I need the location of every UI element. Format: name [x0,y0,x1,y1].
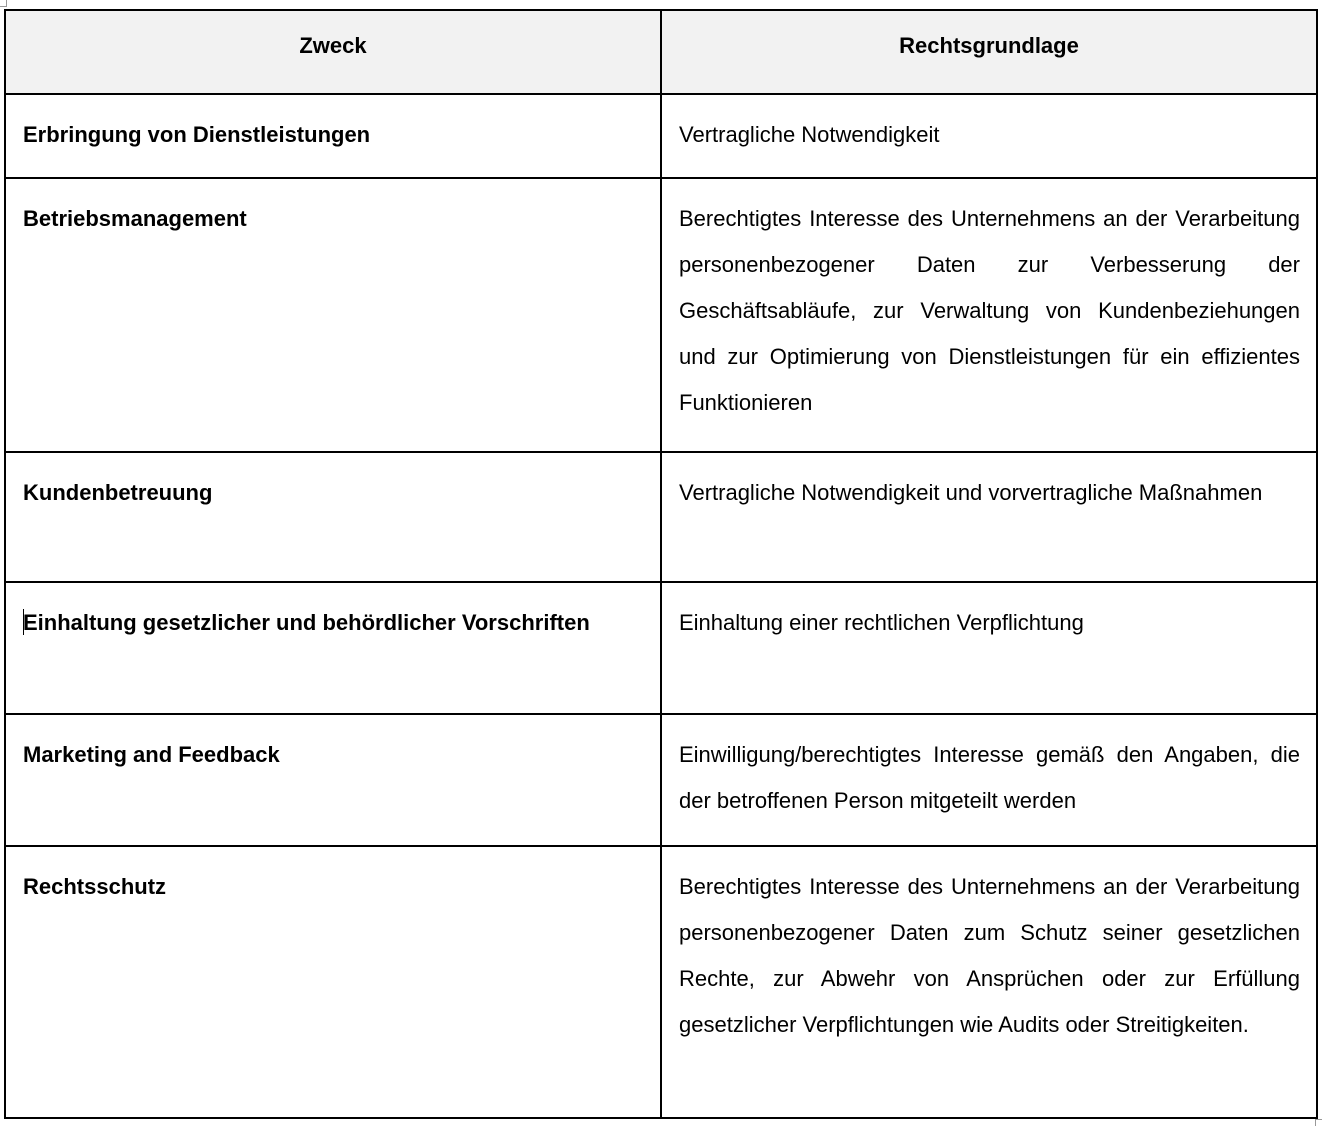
page-corner-mark-top-left [0,0,7,7]
header-purpose[interactable]: Zweck [5,10,661,94]
purpose-cell-text: Einhaltung gesetzlicher und behördlicher Vorschriften [23,610,590,635]
table-row [5,178,1317,452]
legal-basis-cell[interactable]: Berechtigtes Interesse des Unternehmens an der Verarbeitung personenbezogener Daten zum Schutz seiner gesetzlichen Rechte, zur Abwehr von Ansprüchen oder zur Erfüllung gesetzlicher Verpflichtungen wie Audits oder Streitigkeiten. [661,846,1317,1118]
purpose-cell[interactable]: Betriebsmanagement [5,178,661,452]
legal-basis-cell[interactable]: Einwilligung/berechtigtes Interesse gemäß den Angaben, die der betroffenen Person mitgeteilt werden [661,714,1317,846]
header-legal-basis[interactable]: Rechtsgrundlage [661,10,1317,94]
legal-basis-cell[interactable]: Vertragliche Notwendigkeit [661,94,1317,178]
table-row [5,582,1317,714]
purpose-cell[interactable]: Marketing and Feedback [5,714,661,846]
table-row [5,846,1317,1118]
purpose-cell[interactable]: Erbringung von Dienstleistungen [5,94,661,178]
table-row [5,714,1317,846]
purpose-legal-basis-table [4,9,1318,1119]
legal-basis-cell[interactable]: Einhaltung einer rechtlichen Verpflichtung [661,582,1317,714]
purpose-cell[interactable]: Kundenbetreuung [5,452,661,582]
purpose-cell[interactable]: Rechtsschutz [5,846,661,1118]
table-header-row [5,10,1317,94]
legal-basis-cell[interactable]: Vertragliche Notwendigkeit und vorvertragliche Maßnahmen [661,452,1317,582]
table-row [5,94,1317,178]
legal-basis-cell[interactable]: Berechtigtes Interesse des Unternehmens an der Verarbeitung personenbezogener Daten zur Verbesserung der Geschäftsabläufe, zur Verwaltung von Kundenbeziehungen und zur Optimierung von Dienstleistungen für ein effizientes Funktionieren [661,178,1317,452]
table-row [5,452,1317,582]
page-corner-mark-bottom-right [1315,1119,1322,1126]
purpose-cell[interactable] [5,582,661,714]
